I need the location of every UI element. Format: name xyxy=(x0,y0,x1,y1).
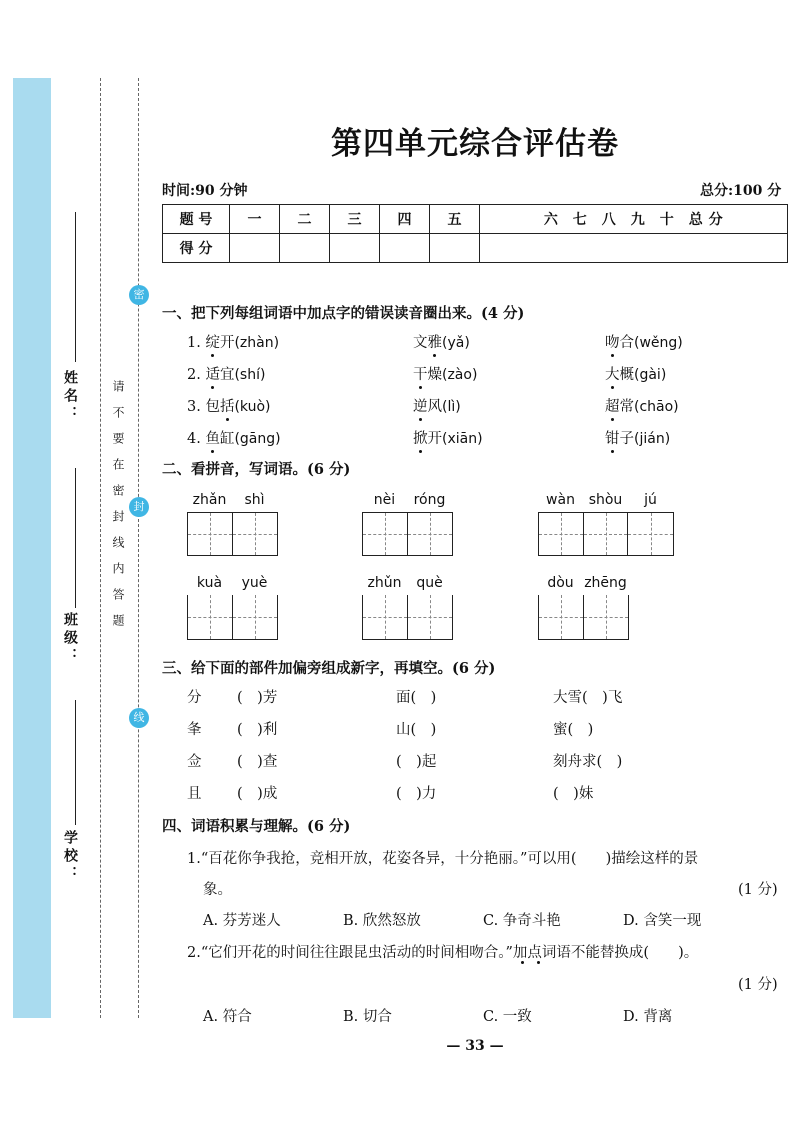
pinyin-label: zhēng xyxy=(584,575,627,591)
radical-part: 佥 xyxy=(187,754,202,770)
pinyin-label: dòu xyxy=(547,575,574,591)
pinyin-reading[interactable]: (yǎ) xyxy=(442,335,470,351)
word-suffix: 燥 xyxy=(427,367,442,383)
fill-blank[interactable]: ( )查 xyxy=(237,754,278,770)
emphasis-dot xyxy=(521,961,524,964)
pinyin-label: nèi xyxy=(373,492,396,508)
word-prefix: 文 xyxy=(413,335,428,351)
score-cell[interactable] xyxy=(230,234,280,263)
seal-mark-feng: 封 xyxy=(129,497,149,517)
question-1-score: (1 分) xyxy=(738,882,778,898)
grid-cell[interactable] xyxy=(539,595,584,639)
writing-grid[interactable] xyxy=(538,595,629,640)
word-suffix: 开 xyxy=(427,431,442,447)
score-table xyxy=(162,204,788,263)
word-suffix: 常 xyxy=(619,399,634,415)
grid-cell[interactable] xyxy=(628,513,673,555)
dotted-character: 吻 xyxy=(605,331,620,352)
pinyin-reading[interactable]: (gāng) xyxy=(234,431,281,447)
radical-part: 且 xyxy=(187,786,202,802)
fill-blank[interactable]: ( )起 xyxy=(396,754,437,770)
fill-blank[interactable]: ( )利 xyxy=(237,722,278,738)
binding-strip xyxy=(13,78,51,1018)
fill-blank[interactable]: 大雪( )飞 xyxy=(553,690,623,706)
grid-cell[interactable] xyxy=(233,595,278,639)
pinyin-reading[interactable]: (zào) xyxy=(442,367,478,383)
name-blank xyxy=(75,212,76,362)
score-table-header-row xyxy=(163,205,788,234)
fill-blank[interactable]: ( )妹 xyxy=(553,786,594,802)
dotted-character: 雅 xyxy=(428,331,443,352)
dotted-character: 钳 xyxy=(605,427,620,448)
radical-part: 夆 xyxy=(187,722,202,738)
question-1-text: 1.“百花你争我抢，竞相开放，花姿各异，十分艳丽。”可以用( )描绘这样的景 xyxy=(187,851,699,867)
dotted-character: 绽 xyxy=(205,331,220,352)
word-prefix: 1. xyxy=(187,335,206,351)
dotted-character: 适 xyxy=(205,363,220,384)
pinyin-label: shòu xyxy=(588,492,623,508)
fill-blank[interactable]: ( )成 xyxy=(237,786,278,802)
pinyin-label: shì xyxy=(244,492,265,508)
radical-part: 分 xyxy=(187,690,202,706)
word-item xyxy=(413,331,470,352)
grid-cell[interactable] xyxy=(363,513,408,555)
word-item xyxy=(413,427,483,448)
writing-grid[interactable] xyxy=(362,512,453,556)
word-item xyxy=(605,395,679,416)
dotted-character: 括 xyxy=(220,395,235,416)
score-header-cell: 四 xyxy=(380,205,430,234)
score-header-cell: 题 号 xyxy=(163,205,230,234)
fill-blank[interactable]: 蜜( ) xyxy=(553,722,594,738)
word-suffix: 缸 xyxy=(219,431,235,447)
question-2-score: (1 分) xyxy=(738,977,778,993)
grid-cell[interactable] xyxy=(584,513,629,555)
question-1-option-d[interactable]: D. 含笑一现 xyxy=(623,913,702,929)
seal-line-inner xyxy=(138,78,139,1018)
fill-blank[interactable]: 山( ) xyxy=(396,722,437,738)
word-item xyxy=(187,363,265,384)
dotted-character: 大 xyxy=(605,363,620,384)
score-header-cell: 三 xyxy=(330,205,380,234)
total-score: 总分:100 分 xyxy=(700,183,782,199)
pinyin-reading[interactable]: (wěng) xyxy=(634,335,683,351)
section3-heading: 三、给下面的部件加偏旁组成新字，再填空。(6 分) xyxy=(162,660,496,677)
pinyin-label: jú xyxy=(644,492,657,508)
seal-line-outer xyxy=(100,78,101,1018)
word-item xyxy=(413,363,477,384)
dotted-character: 鱼 xyxy=(205,427,220,448)
grid-cell[interactable] xyxy=(408,595,453,639)
score-cell[interactable] xyxy=(380,234,430,263)
question-2-option-b[interactable]: B. 切合 xyxy=(343,1009,392,1025)
question-1-option-a[interactable]: A. 芬芳迷人 xyxy=(203,913,281,929)
dotted-character: 掀 xyxy=(413,427,428,448)
score-header-cell: 二 xyxy=(280,205,330,234)
score-cell[interactable] xyxy=(480,234,788,263)
word-suffix: 合 xyxy=(619,335,634,351)
writing-grid[interactable] xyxy=(187,512,278,556)
pinyin-reading[interactable]: (lì) xyxy=(442,399,461,415)
section1-heading: 一、把下列每组词语中加点字的错误读音圈出来。(4 分) xyxy=(162,305,525,322)
seal-mark-xian: 线 xyxy=(129,708,149,728)
question-2-option-a[interactable]: A. 符合 xyxy=(203,1009,252,1025)
fill-blank[interactable]: 刻舟求( ) xyxy=(553,754,623,770)
score-row-label: 得 分 xyxy=(163,234,230,263)
section4-heading: 四、词语积累与理解。(6 分) xyxy=(162,818,351,835)
section2-heading: 二、看拼音，写词语。(6 分) xyxy=(162,461,351,478)
pinyin-reading[interactable]: (kuò) xyxy=(234,399,271,415)
pinyin-label: róng xyxy=(413,492,446,508)
class-label: 班级： xyxy=(62,612,78,666)
word-item xyxy=(605,427,670,448)
pinyin-reading[interactable]: (gài) xyxy=(634,367,667,383)
pinyin-reading[interactable]: (zhàn) xyxy=(234,335,280,351)
seal-mark-mi: 密 xyxy=(129,285,149,305)
score-header-cell: 六 七 八 九 十 总 分 xyxy=(480,205,788,234)
pinyin-label: zhǔn xyxy=(367,575,402,591)
pinyin-label: yuè xyxy=(241,575,268,591)
word-item xyxy=(187,395,271,416)
word-suffix: 概 xyxy=(619,367,634,383)
school-blank xyxy=(75,700,76,825)
writing-grid[interactable] xyxy=(187,595,278,640)
pinyin-reading[interactable]: (shí) xyxy=(234,367,266,383)
dotted-character: 干 xyxy=(413,363,428,384)
time-limit: 时间:90 分钟 xyxy=(162,183,248,199)
word-suffix: 风 xyxy=(427,399,442,415)
name-label: 姓名： xyxy=(62,370,78,424)
grid-cell[interactable] xyxy=(188,513,233,555)
page-number: — 33 — xyxy=(446,1038,504,1054)
fill-blank[interactable]: ( )力 xyxy=(396,786,437,802)
word-suffix: 子 xyxy=(619,431,634,447)
dotted-character: 逆 xyxy=(413,395,428,416)
word-prefix: 4. xyxy=(187,431,206,447)
pinyin-label: wàn xyxy=(546,492,575,508)
word-item xyxy=(187,427,281,448)
word-item xyxy=(605,331,683,352)
word-item xyxy=(413,395,461,416)
grid-cell[interactable] xyxy=(363,595,408,639)
writing-grid[interactable] xyxy=(538,512,674,556)
question-1-option-b[interactable]: B. 欣然怒放 xyxy=(343,913,421,929)
fill-blank[interactable]: ( )芳 xyxy=(237,690,278,706)
word-suffix: 开 xyxy=(219,335,235,351)
pinyin-reading[interactable]: (xiān) xyxy=(442,431,483,447)
score-cell[interactable] xyxy=(330,234,380,263)
page-title: 第四单元综合评估卷 xyxy=(331,126,619,162)
word-prefix: 3. 包 xyxy=(187,399,220,415)
pinyin-label: què xyxy=(416,575,443,591)
grid-cell[interactable] xyxy=(539,513,584,555)
school-label: 学校： xyxy=(62,830,78,884)
pinyin-label: zhǎn xyxy=(192,492,227,508)
grid-cell[interactable] xyxy=(408,513,453,555)
grid-cell[interactable] xyxy=(584,595,629,639)
question-2-option-d[interactable]: D. 背离 xyxy=(623,1009,673,1025)
class-blank xyxy=(75,468,76,608)
word-prefix: 2. xyxy=(187,367,206,383)
question-2-text: 2.“它们开花的时间往往跟昆虫活动的时间相吻合。”加点词语不能替换成( )。 xyxy=(187,945,699,961)
question-1-option-c[interactable]: C. 争奇斗艳 xyxy=(483,913,561,929)
question-2-option-c[interactable]: C. 一致 xyxy=(483,1009,532,1025)
dotted-character: 超 xyxy=(605,395,620,416)
word-item xyxy=(187,331,279,352)
pinyin-reading[interactable]: (chāo) xyxy=(634,399,679,415)
question-1-text-cont: 象。 xyxy=(203,882,232,898)
score-table-score-row xyxy=(163,234,788,263)
grid-cell[interactable] xyxy=(233,513,278,555)
pinyin-label: kuà xyxy=(196,575,223,591)
pinyin-reading[interactable]: (jián) xyxy=(634,431,671,447)
score-cell[interactable] xyxy=(430,234,480,263)
seal-notice: 请不要在密封线内答题 xyxy=(111,380,125,640)
word-suffix: 宜 xyxy=(219,367,235,383)
writing-grid[interactable] xyxy=(362,595,453,640)
score-header-cell: 一 xyxy=(230,205,280,234)
emphasis-dot xyxy=(537,961,540,964)
fill-blank[interactable]: 面( ) xyxy=(396,690,437,706)
word-item xyxy=(605,363,666,384)
score-header-cell: 五 xyxy=(430,205,480,234)
score-cell[interactable] xyxy=(280,234,330,263)
grid-cell[interactable] xyxy=(188,595,233,639)
